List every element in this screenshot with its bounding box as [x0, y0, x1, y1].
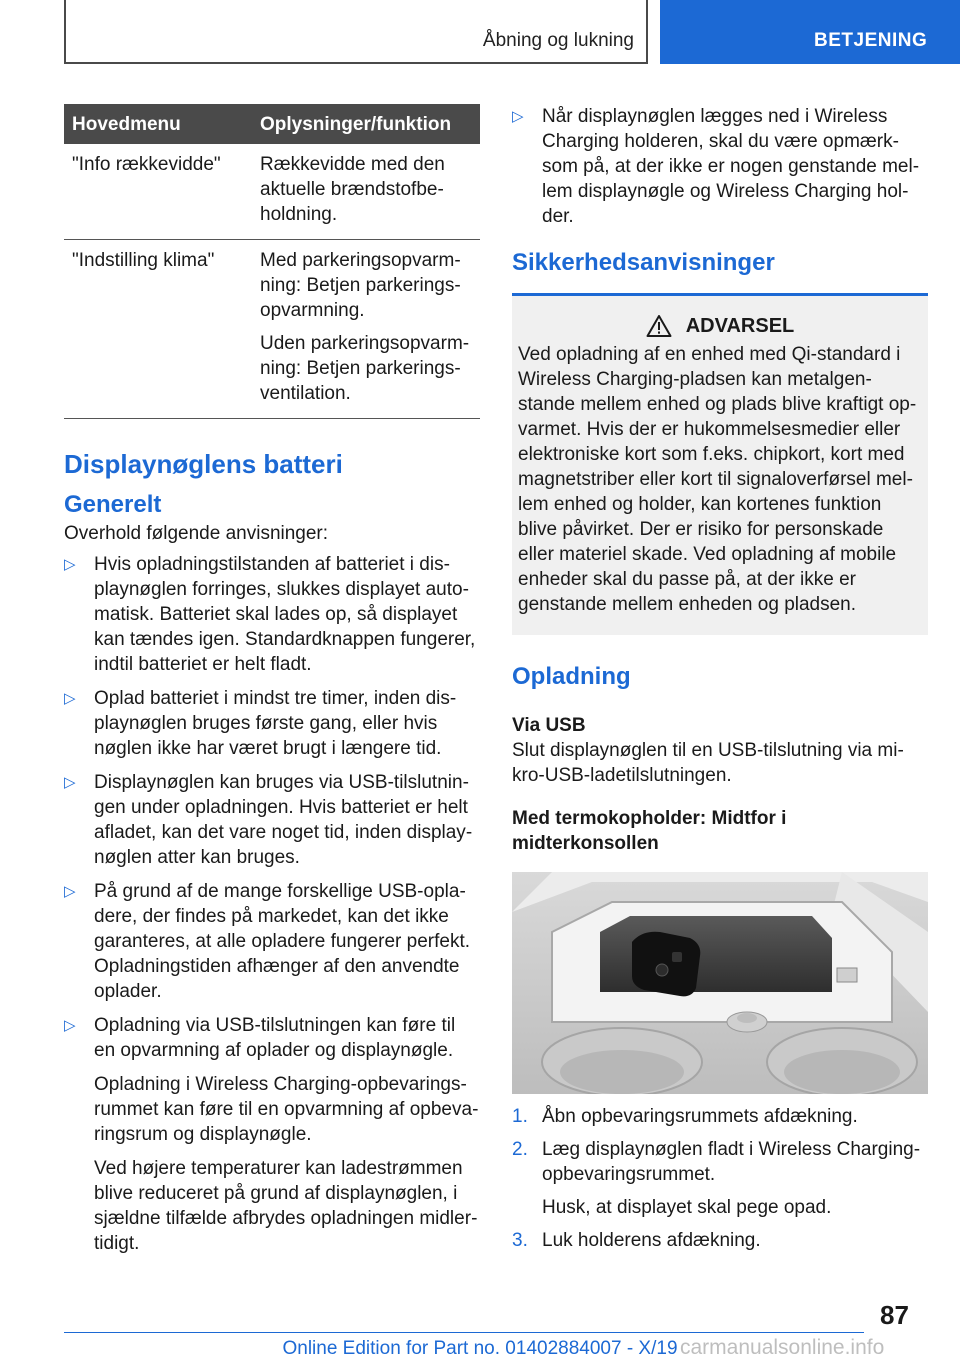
list-item-text: Displaynøglen kan bruges via USB-tilslutningen under opladningen. Hvis batteriet er helt afladet, kan det vare noget tid, inden displaynøglen atter kan bruges.	[94, 772, 473, 868]
step-number: 2.	[512, 1139, 528, 1160]
list-item-text: Oplad batteriet i mindst tre timer, inden displaynøglen bruges første gang, eller hvis nøglen ikke har været brugt i længere tid.	[94, 688, 457, 759]
warning-header	[518, 314, 922, 338]
table-cell-text: Rækkevidde med den aktuelle brændstofbeholdning.	[260, 154, 445, 225]
menu-table	[64, 104, 480, 419]
table-cell-info	[252, 144, 480, 240]
list-item-text: Opladning via USB-tilslutningen kan føre til en opvarmning af oplader og displaynøgle.	[94, 1015, 456, 1061]
triangle-bullet-icon: ▷	[64, 690, 76, 707]
list-item-text: Når displaynøglen lægges ned i Wireless Charging holderen, skal du være opmærksom på, at der ikke er nogen genstande mellem displaynøgle og Wireless Charging holder.	[542, 106, 920, 227]
triangle-bullet-icon: ▷	[64, 883, 76, 900]
warning-label: ADVARSEL	[685, 314, 795, 337]
step-text: Læg displaynøglen fladt i Wireless Charging-opbevaringsrummet.	[542, 1139, 921, 1185]
charging-heading: Opladning	[512, 663, 631, 690]
step-text: Husk, at displayet skal pege opad.	[542, 1197, 832, 1218]
list-item	[512, 1137, 928, 1220]
console-photo	[512, 872, 928, 1094]
list-item-text: På grund af de mange forskellige USB-opladere, der findes på markedet, kan det ikke garanteres, at alle opladere fungerer perfekt. Opladningstiden afhænger af den anvendte oplader.	[94, 881, 471, 1002]
list-item	[512, 1104, 928, 1129]
table-cell-menu: "Info rækkevidde"	[64, 144, 252, 240]
table-header-info: Oplysninger/funktion	[252, 104, 480, 144]
list-item	[64, 879, 480, 1004]
table-cell-info	[252, 240, 480, 419]
step-text: Åbn opbevaringsrummets afdækning.	[542, 1106, 858, 1127]
warning-box	[512, 293, 928, 635]
left-column	[64, 104, 480, 1265]
table-row	[64, 240, 480, 419]
list-item	[64, 552, 480, 677]
general-subheading: Generelt	[64, 491, 162, 518]
wireless-bullet-list	[512, 104, 928, 229]
list-item	[512, 1228, 928, 1253]
table-header-menu: Hovedmenu	[64, 104, 252, 144]
page-number: 87	[880, 1300, 909, 1330]
triangle-bullet-icon: ▷	[512, 108, 524, 125]
list-item	[64, 1013, 480, 1256]
table-cell-text: Uden parkeringsopvarmning: Betjen parkeringsventilation.	[260, 333, 470, 404]
watermark: carmanualsonline.info	[680, 1336, 885, 1359]
list-item	[64, 686, 480, 761]
footer-edition: Online Edition for Part no. 01402884007 - X/19	[282, 1338, 678, 1359]
right-column	[512, 104, 928, 1261]
table-cell-text: Med parkeringsopvarmning: Betjen parkeringsopvarmning.	[260, 250, 461, 321]
header-chapter-box	[660, 0, 960, 64]
step-number: 3.	[512, 1230, 528, 1251]
list-item-text: Ved højere temperaturer kan ladestrømmen blive reduceret på grund af displaynøglen, i sjældne tilfælde afbrydes opladningen midlertidigt.	[94, 1158, 478, 1254]
usb-subheading: Via USB	[512, 715, 586, 736]
header-section-box	[64, 0, 648, 64]
warning-text: Ved opladning af en enhed med Qi-standard i Wireless Charging-pladsen kan metalgenstande mellem enhed og plads blive kraftigt opvarmet. Hvis der er hukommelsesmedier eller elektroniske kort som f.eks. chipkort, kort med magnetstriber eller kort til signaloverførsel mellem enhed og holder, kan kortenes funktion blive påvirket. Der er risiko for personskade eller materiel skade. Ved opladning af mobile enheder skal du passe på, at der ikke er genstande mellem enheden og pladsen.	[518, 344, 917, 615]
intro-text: Overhold følgende anvisninger:	[64, 523, 329, 544]
warning-triangle-icon	[646, 314, 672, 338]
list-item-text: Opladning i Wireless Charging-opbevaringsrummet kan føre til en opvarmning af opbevaringsrum og displaynøgle.	[94, 1074, 479, 1145]
triangle-bullet-icon: ▷	[64, 1017, 76, 1034]
steps-list	[512, 1104, 928, 1253]
chapter-title: BETJENING	[814, 30, 928, 51]
section-title: Åbning og lukning	[482, 30, 634, 51]
safety-heading: Sikkerhedsanvisninger	[512, 249, 775, 276]
step-number: 1.	[512, 1106, 528, 1127]
table-cell-menu: "Indstilling klima"	[64, 240, 252, 419]
list-item	[64, 770, 480, 870]
step-text: Luk holderens afdækning.	[542, 1230, 761, 1251]
console-subheading: Med termokopholder: Midtfor i midterkonsollen	[512, 808, 787, 854]
triangle-bullet-icon: ▷	[64, 556, 76, 573]
battery-heading: Displaynøglens batteri	[64, 449, 343, 479]
list-item	[512, 104, 928, 229]
battery-bullet-list	[64, 552, 480, 1256]
usb-text: Slut displaynøglen til en USB-tilslutning via mikro-USB-ladetilslutningen.	[512, 740, 904, 786]
list-item-text: Hvis opladningstilstanden af batteriet i displaynøglen forringes, slukkes displayet automatisk. Batteriet skal lades op, så displayet kan tændes igen. Standardknappen fungerer, indtil batteriet er helt fladt.	[94, 554, 476, 675]
table-header-row	[64, 104, 480, 144]
table-row	[64, 144, 480, 240]
footer-divider	[64, 1332, 864, 1333]
triangle-bullet-icon: ▷	[64, 774, 76, 791]
